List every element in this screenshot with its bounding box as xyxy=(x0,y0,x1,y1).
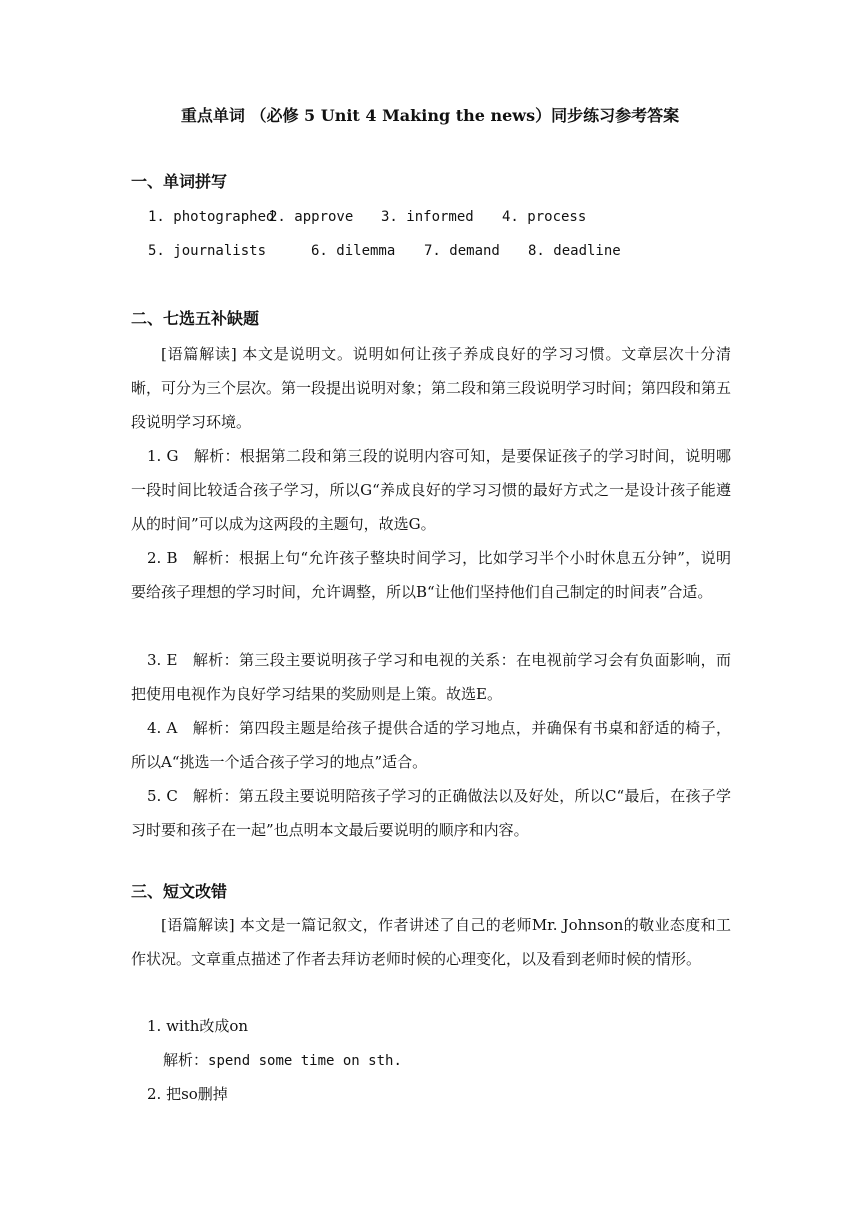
correction-note xyxy=(163,1048,402,1073)
word-answers-row-1 xyxy=(148,205,586,229)
answer-item xyxy=(131,541,731,609)
answer-number: 3. E xyxy=(147,651,178,669)
word-answer: 4. process xyxy=(502,209,587,225)
section-heading-spelling: 一、单词拼写 xyxy=(131,172,228,191)
word-answer: 7. demand xyxy=(424,243,500,259)
answer-number: 4. A xyxy=(147,719,178,737)
answer-explanation: 解析：根据第二段和第三段的说明内容可知，是要保证孩子的学习时间，说明哪一段时间比较适合孩子学习，所以G“养成良好的学习习惯的最好方式之一是设计孩子能遵从的时间”可以成为这两段的主题句，故选G。 xyxy=(131,447,731,533)
word-answer: 8. deadline xyxy=(528,243,621,259)
answer-item xyxy=(131,779,731,847)
word-answer: 2. approve xyxy=(269,209,354,225)
answer-item xyxy=(131,643,731,711)
answer-explanation: 解析：第四段主题是给孩子提供合适的学习地点，并确保有书桌和舒适的椅子，所以A“挑选一个适合孩子学习的地点”适合。 xyxy=(131,719,731,771)
note-text: spend some time on sth. xyxy=(208,1053,402,1069)
passage-analysis: [语篇解读] 本文是说明文。说明如何让孩子养成良好的学习习惯。文章层次十分清晰，可分为三个层次。第一段提出说明对象；第二段和第三段说明学习时间；第四段和第五段说明学习环境。 xyxy=(131,345,732,431)
word-answer: 6. dilemma xyxy=(311,243,396,259)
word-answers-row-2 xyxy=(148,239,621,263)
section-heading-seven-choose-five: 二、七选五补缺题 xyxy=(131,309,260,328)
word-answer: 3. informed xyxy=(381,209,474,225)
answer-number: 5. C xyxy=(147,787,178,805)
passage-analysis: [语篇解读] 本文是一篇记叙文，作者讲述了自己的老师Mr. Johnson的敬业态度和工作状况。文章重点描述了作者去拜访老师时候的心理变化，以及看到老师时候的情形。 xyxy=(131,916,731,968)
answer-number: 1. G xyxy=(147,447,179,465)
section-heading-error-correction: 三、短文改错 xyxy=(131,882,228,901)
answer-item xyxy=(131,711,731,779)
page-title: 重点单词 （必修 5 Unit 4 Making the news）同步练习参考答案 xyxy=(180,106,680,125)
note-label: 解析： xyxy=(163,1051,209,1069)
answer-item xyxy=(131,439,731,541)
answer-explanation: 解析：根据上句“允许孩子整块时间学习，比如学习半个小时休息五分钟”，说明要给孩子理想的学习时间，允许调整，所以B“让他们坚持他们自己制定的时间表”合适。 xyxy=(131,549,731,601)
word-answer: 5. journalists xyxy=(148,243,267,259)
correction-item: 2. 把so删掉 xyxy=(147,1085,228,1103)
word-answer: 1. photographed xyxy=(148,209,275,225)
answer-explanation: 解析：第五段主要说明陪孩子学习的正确做法以及好处，所以C“最后，在孩子学习时要和孩子在一起”也点明本文最后要说明的顺序和内容。 xyxy=(131,787,731,839)
answer-explanation: 解析：第三段主要说明孩子学习和电视的关系：在电视前学习会有负面影响，而把使用电视作为良好学习结果的奖励则是上策。故选E。 xyxy=(131,651,731,703)
correction-item: 1. with改成on xyxy=(147,1017,249,1035)
answer-number: 2. B xyxy=(147,549,178,567)
